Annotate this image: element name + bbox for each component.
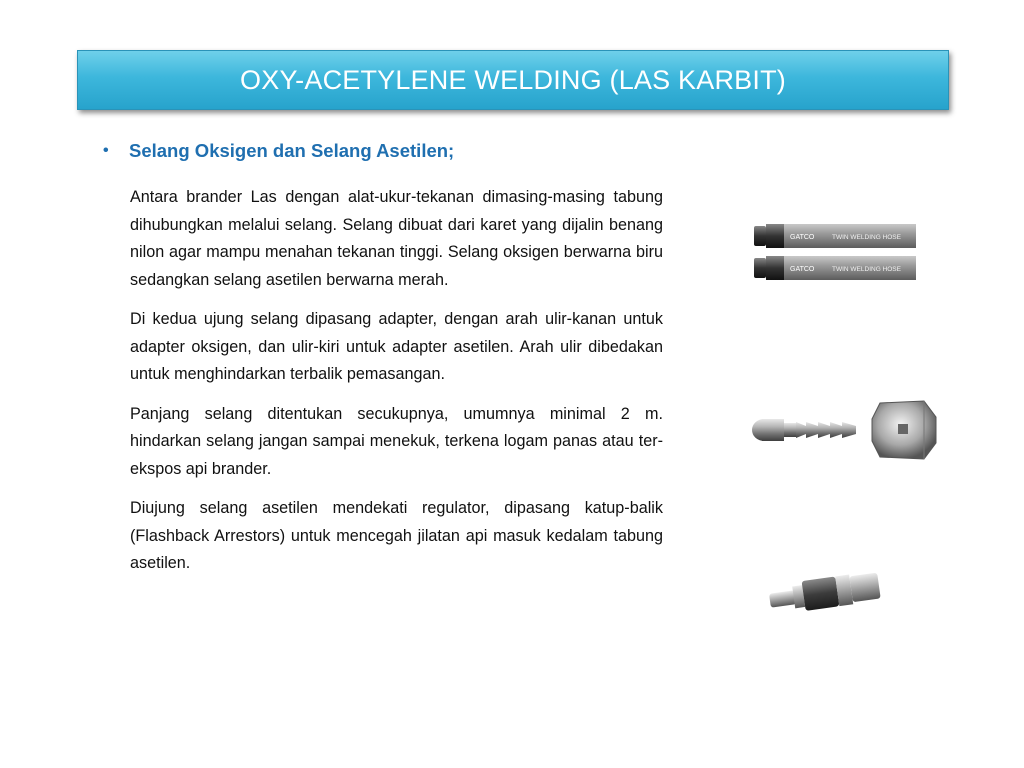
slide-title: OXY-ACETYLENE WELDING (LAS KARBIT) [240, 64, 786, 95]
paragraph-1: Antara brander Las dengan alat-ukur-tekanan dimasing-masing tabung dihubungkan melalui selang. Selang dibuat dari karet yang dijalin benang nilon agar mampu menahan tekanan tinggi. Selang oksigen berwarna biru sedangkan selang asetilen berwarna merah. [130, 188, 663, 289]
bullet-heading: Selang Oksigen dan Selang Asetilen; [129, 140, 455, 161]
hose-print-brand-1: GATCO [790, 234, 815, 241]
title-banner [77, 50, 949, 110]
body-text-column [130, 184, 663, 590]
paragraph-2: Di kedua ujung selang dipasang adapter, dengan arah ulir-kanan untuk adapter oksigen, dan ulir-kiri untuk adapter asetilen. Arah ulir dibedakan untuk menghindarkan terbalik pemasangan. [130, 310, 663, 383]
twin-welding-hose-icon [752, 216, 916, 288]
hose-print-text-1: TWIN WELDING HOSE [832, 234, 901, 241]
flashback-arrestor-icon [765, 566, 885, 614]
hose-adapter-fitting-icon [748, 397, 940, 463]
hose-print-text-2: TWIN WELDING HOSE [832, 266, 901, 273]
bullet-icon: • [103, 142, 109, 159]
hose-print-brand-2: GATCO [790, 266, 815, 273]
paragraph-3: Panjang selang ditentukan secukupnya, umumnya minimal 2 m. hindarkan selang jangan sampai menekuk, terkena logam panas atau ter-ekspos api brander. [130, 404, 663, 478]
paragraph-4: Diujung selang asetilen mendekati regulator, dipasang katup-balik (Flashback Arrestors) untuk mencegah jilatan api masuk kedalam tabung asetilen. [130, 499, 663, 572]
bullet-heading-row [103, 140, 454, 162]
